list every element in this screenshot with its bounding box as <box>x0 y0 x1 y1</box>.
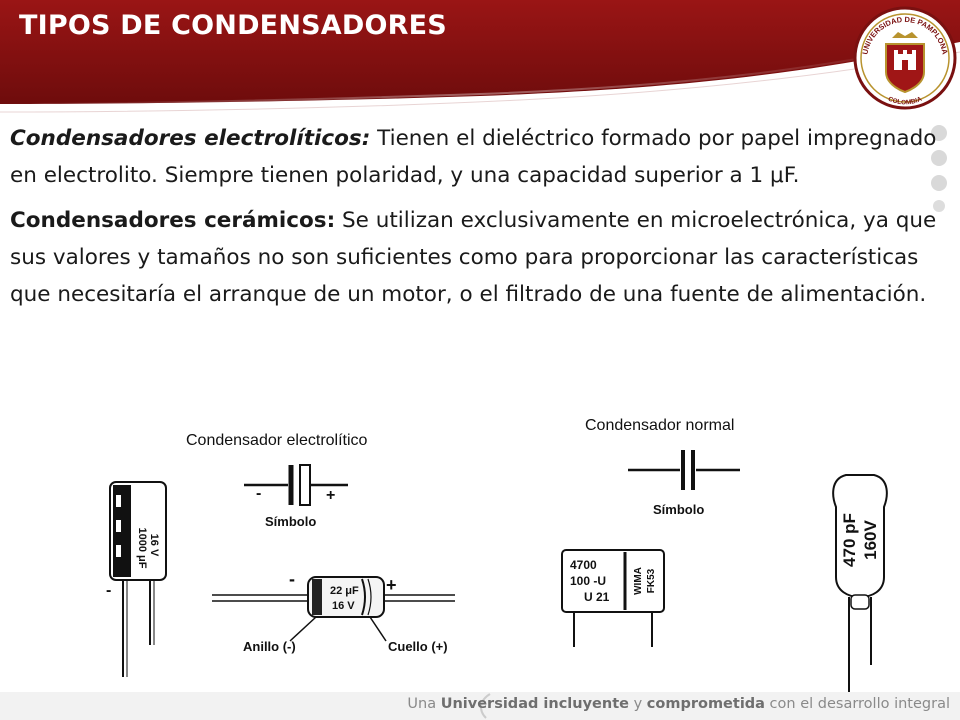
axial-neck-label: Cuello (+) <box>388 639 448 654</box>
electrolytic-text: Tienen el dieléctrico formado por papel impregnado en electrolito. Siempre tienen polaridad, y una capacidad superior a 1 μF. <box>10 126 937 188</box>
ceramic-text: Se utilizan exclusivamente en microelectrónica, ya que sus valores y tamaños no son suficientes como para proporcionar las características que necesitaría el arranque de un motor, o el filtrado de una fuente de alimentación. <box>10 208 937 307</box>
axial-plus: + <box>386 575 397 595</box>
axial-ring-label: Anillo (-) <box>243 639 296 654</box>
slide-title: TIPOS DE CONDENSADORES <box>19 10 447 41</box>
film-model: FK53 <box>646 568 657 594</box>
radial-value: 1000 μF <box>136 527 148 569</box>
axial-voltage: 16 V <box>332 600 355 612</box>
ceramic-voltage: 160V <box>861 520 880 560</box>
film-line3: U 21 <box>584 590 610 604</box>
electrolytic-symbol-label: Símbolo <box>265 514 317 529</box>
university-seal-icon <box>850 2 960 114</box>
axial-minus: - <box>289 569 295 589</box>
footer-text-3: y <box>628 696 647 712</box>
film-brand: WIMA <box>633 567 644 595</box>
paragraph-ceramic <box>10 202 940 313</box>
normal-symbol-label: Símbolo <box>653 502 705 517</box>
normal-title: Condensador normal <box>585 417 735 434</box>
footer-text-4: comprometida <box>646 696 765 712</box>
footer-text-1: Una <box>407 696 441 712</box>
ceramic-capacitor <box>833 475 887 695</box>
paragraph-electrolytic <box>10 120 940 194</box>
capacitor-diagrams <box>0 395 960 695</box>
film-line2: 100 -U <box>570 574 607 588</box>
film-line1: 4700 <box>570 558 597 572</box>
footer-text-5: con el desarrollo integral <box>764 696 950 712</box>
seal-lower-text: COLOMBIA <box>886 95 924 107</box>
seal-upper-text: UNIVERSIDAD DE PAMPLONA <box>860 14 950 56</box>
radial-electrolytic-capacitor <box>106 482 166 677</box>
electrolytic-title: Condensador electrolítico <box>186 432 368 449</box>
radial-sign: - <box>106 582 112 599</box>
electrolytic-lead: Condensadores electrolíticos: <box>10 126 371 151</box>
axial-electrolytic-capacitor <box>212 569 455 654</box>
ceramic-value: 470 pF <box>840 513 859 567</box>
body-text <box>10 120 940 313</box>
electrolytic-symbol-plus: + <box>326 487 336 504</box>
electrolytic-symbol-minus: - <box>256 485 262 502</box>
normal-symbol <box>628 450 740 490</box>
axial-value: 22 μF <box>330 585 359 597</box>
film-box-capacitor <box>562 550 664 647</box>
radial-voltage: 16 V <box>148 533 160 557</box>
footer-slogan <box>407 696 950 712</box>
ceramic-lead: Condensadores cerámicos: <box>10 208 336 233</box>
footer-text-2: Universidad incluyente <box>440 696 629 712</box>
